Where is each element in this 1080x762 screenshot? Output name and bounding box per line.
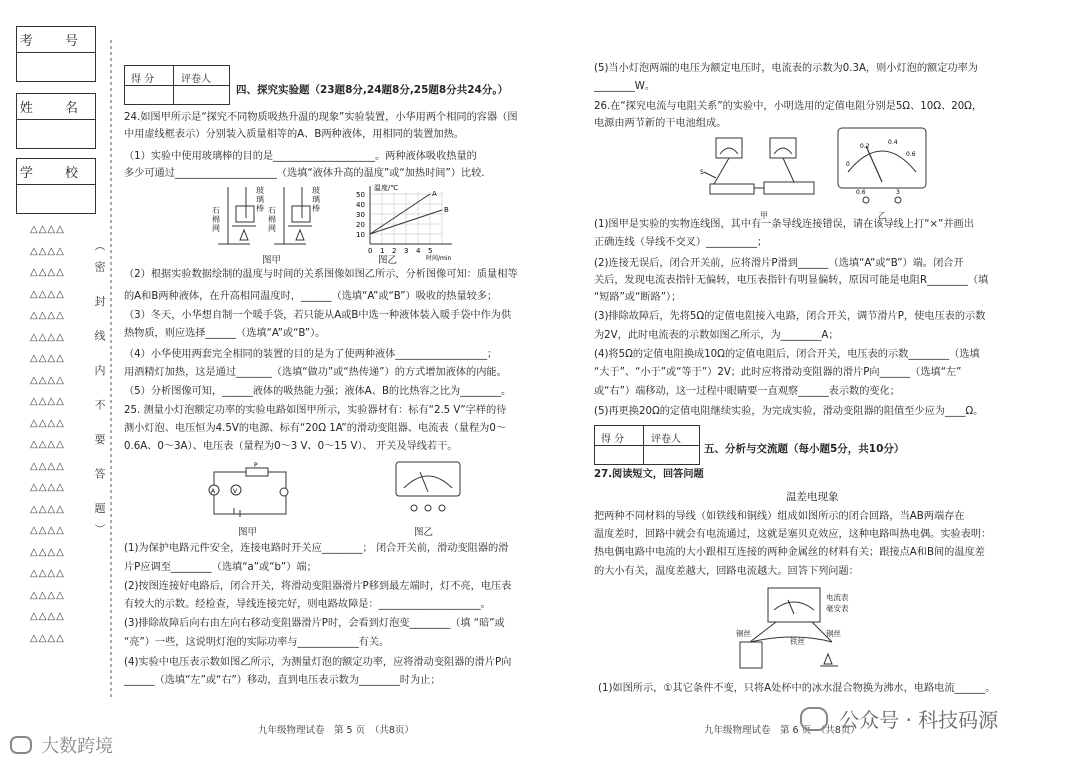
iron-wire-label: 铁丝 xyxy=(790,637,805,646)
q26-ammeter-figure xyxy=(836,126,928,210)
q25-line: 片P应调至________（选填“a”或“b”）端； xyxy=(124,562,317,573)
watermark-bottom-right xyxy=(800,704,998,733)
article-line: 的大小有关，温度差越大，回路电流越大。回答下列问题： xyxy=(594,566,859,577)
triangle-row: △△△△ xyxy=(30,374,65,386)
terminal-label: 3 xyxy=(896,189,900,196)
q25-circuit-figure xyxy=(206,462,296,522)
q24-line: （2）根据实验数据绘制的温度与时间的关系图像如图乙所示，分析图像可知：质量相等 xyxy=(124,269,518,280)
q24-line: （3）冬天，小华想自制一个暖手袋，若只能从A或B中选一种液体装入暖手袋中作为供 xyxy=(124,310,512,321)
q26-line: (2)连接无误后，闭合开关前，应将滑片P滑到______（选填“A”或“B”）端。闭合开 xyxy=(594,258,964,269)
q26-line: (5)再更换20Ω的定值电阻继续实验，为完成实验，滑动变阻器的阻值至少应为____Ω。 xyxy=(594,406,984,417)
q26-line: 电源由两节新的干电池组成。 xyxy=(594,118,727,129)
reviewer-label: 评卷人 xyxy=(181,74,211,85)
exam-number-label: 考 号 xyxy=(19,34,93,49)
q24-line: 热物质，则应选择______（选填“A”或“B”）。 xyxy=(124,328,326,339)
y-axis-label: 温度/℃ xyxy=(374,184,399,192)
copper-wire-label-2: 铜丝 xyxy=(826,629,841,638)
q24-fig-a-label: 图甲 xyxy=(262,255,282,266)
glass-rod-label-2: 玻璃棒 xyxy=(312,186,320,213)
x-tick-label: 4 xyxy=(416,247,421,255)
svg-text:S: S xyxy=(700,169,704,176)
q25-voltmeter-figure xyxy=(392,458,464,518)
triangle-row: △△△△ xyxy=(30,439,65,450)
triangle-row: △△△△ xyxy=(30,396,65,407)
q26-line: 关后，发现电流表指针无偏转，电压表指针有明显偏转，原因可能是电阻R________（填 xyxy=(594,275,989,286)
terminal-label: 0.6 xyxy=(856,189,866,196)
q26-line: (3)排除故障后，先将5Ω的定值电阻接入电路，闭合开关，调节滑片P，使电压表的示数 xyxy=(594,311,986,322)
exam-number-box xyxy=(16,26,96,82)
glass-rod-label-1: 玻璃棒 xyxy=(256,186,264,213)
q26-fig-b-label: 乙 xyxy=(878,211,886,220)
q27-title: 27.阅读短文，回答问题 xyxy=(594,469,704,480)
q24-line: 的A和B两种液体，在升高相同温度时，______（选填“A”或“B”）吸收的热量较多； xyxy=(124,291,498,302)
seal-line-text: （密 封 线 内 不 要 答 题） xyxy=(93,240,106,545)
q25-line: 25. 测量小灯泡额定功率的实验电路如图甲所示，实验器材有：标有“2.5 V”字样的待 xyxy=(124,405,507,416)
svg-text:P: P xyxy=(254,462,258,469)
q25-line: ______（选填“左”或“右”）移动，直到电压表示数为________时为止； xyxy=(124,675,441,686)
q26-line: “大于”、“小于”或“等于”）2V；此时应将滑动变阻器的滑片P向______（选填“左” xyxy=(594,367,962,378)
milliammeter-label: 毫安表 xyxy=(826,604,849,613)
x-axis-label: 时间/min xyxy=(426,255,452,262)
score-label-right: 得 分 xyxy=(601,434,625,445)
name-label: 姓 名 xyxy=(19,101,93,116)
q26-circuit-figure xyxy=(694,132,824,214)
meter-tick-label: 0.2 xyxy=(860,143,870,150)
meter-tick-label: 0.4 xyxy=(888,139,898,146)
school-label: 学 校 xyxy=(19,166,93,181)
name-box xyxy=(16,93,96,149)
q26-line: 或“右”）端移动，这一过程中眼睛要一直观察______表示数的变化； xyxy=(594,386,900,397)
x-tick-label: 5 xyxy=(428,247,433,255)
stone-net-label-2: 石棉网 xyxy=(268,206,276,233)
x-tick-label: 3 xyxy=(404,247,409,255)
triangle-row: △△△△ xyxy=(30,267,65,278)
triangle-row: △△△△ xyxy=(30,525,65,536)
x-tick-label: 0 xyxy=(368,247,373,255)
article-line: 把两种不同材料的导线（如铁线和铜线）组成如图所示的闭合回路，当AB两端存在 xyxy=(594,511,965,522)
triangle-row: △△△△ xyxy=(30,503,65,515)
q25-line: “亮”）一些，这说明灯泡的实际功率与____________有关。 xyxy=(124,637,390,648)
q24-line: （4）小华使用两套完全相同的装置的目的是为了使两种液体__________________； xyxy=(124,349,498,360)
terminal xyxy=(895,197,901,203)
svg-text:V: V xyxy=(233,488,238,495)
x-tick-label: 2 xyxy=(392,247,397,255)
left-footer: 九年级物理试卷 第 5 页 （共8页） xyxy=(258,725,414,736)
article-line: 热电偶电路中电流的大小跟相互连接的两种金属丝的材料有关；跟接点A和B间的温度差 xyxy=(594,547,985,558)
q24-line: 中用虚线框表示）分别装入质量相等的A、B两种液体，用相同的装置加热。 xyxy=(124,129,464,140)
line-a-label: A xyxy=(432,190,437,198)
seal-line xyxy=(108,40,114,700)
y-tick-label: 20 xyxy=(356,221,365,229)
school-box xyxy=(16,158,96,214)
triangle-row: △△△△ xyxy=(30,310,65,321)
stone-net-label-1: 石棉网 xyxy=(212,206,220,233)
meter-tick-label: 0.6 xyxy=(906,151,916,158)
reviewer-label-right: 评卷人 xyxy=(651,434,681,445)
q26-line: 为2V，此时电流表的示数如图乙所示，为________A； xyxy=(594,330,839,341)
triangle-row: △△△△ xyxy=(30,546,65,558)
q24-line: 用酒精灯加热，这是通过_______（选填“做功”或“热传递”）的方式增加液体的内能。 xyxy=(124,367,507,378)
q26-line: (4)将5Ω的定值电阻换成10Ω的定值电阻后，闭合开关，电压表的示数________（选填 xyxy=(594,349,980,360)
q24-line: 24.如图甲所示是“探究不同物质吸热升温的现象”实验装置，小华用两个相同的容器（图 xyxy=(124,112,518,123)
q25-5-line: (5)当小灯泡两端的电压为额定电压时，电流表的示数为0.3A，则小灯泡的额定功率为 xyxy=(594,63,978,74)
wechat-icon xyxy=(800,707,828,731)
terminal xyxy=(863,197,869,203)
ammeter-label: 电流表 xyxy=(826,593,849,602)
y-tick-label: 10 xyxy=(356,231,365,239)
score-table-left xyxy=(124,65,230,105)
triangle-row: △△△△ xyxy=(30,224,65,235)
q26-line: 26.在“探究电流与电阻关系”的实验中，小明选用的定值电阻分别是5Ω、10Ω、20Ω， xyxy=(594,101,983,112)
triangle-row: △△△△ xyxy=(30,331,65,343)
q24-line: 多少可通过____________________（选填“液体升高的温度”或“加热时间”）比较. xyxy=(124,168,485,179)
x-tick-label: 1 xyxy=(380,247,385,255)
q26-line: 正确连线（导线不交叉）__________； xyxy=(594,237,768,248)
triangle-row: △△△△ xyxy=(30,568,65,579)
q24-line: （1）实验中使用玻璃棒的目的是____________________。两种液体吸收热量的 xyxy=(124,151,477,162)
triangle-row: △△△△ xyxy=(30,482,65,493)
article-title: 温差电现象 xyxy=(786,491,839,503)
triangle-row: △△△△ xyxy=(30,353,65,364)
q25-fig-b-label: 图乙 xyxy=(414,527,434,538)
q26-fig-a-label: 甲 xyxy=(760,211,768,220)
q26-line: “短路”或“断路”）； xyxy=(594,292,682,303)
q25-line: (1)为保护电路元件安全，连接电路时开关应________； 闭合开关前，滑动变阻器的滑 xyxy=(124,543,509,554)
line-b-label: B xyxy=(444,206,449,214)
watermark-bottom-left xyxy=(10,732,113,758)
watermark-logo-icon xyxy=(10,736,32,754)
q25-line: (4)实验中电压表示数如图乙所示，为测量灯泡的额定功率，应将滑动变阻器的滑片P向 xyxy=(124,657,512,668)
q25-line: 测小灯泡、电压恒为4.5V的电源、标有“20Ω 1A”的滑动变阻器、电流表（量程为0～ xyxy=(124,423,507,434)
score-label: 得 分 xyxy=(131,74,155,85)
y-tick-label: 50 xyxy=(356,191,365,199)
triangle-row: △△△△ xyxy=(30,417,65,429)
q27-sub1: (1)如图所示，①其它条件不变，只将A处杯中的冰水混合物换为沸水，电路电流______。 xyxy=(598,683,996,694)
triangle-row: △△△△ xyxy=(30,288,65,300)
q24-fig-b-label: 图乙 xyxy=(378,255,398,266)
y-tick-label: 30 xyxy=(356,211,365,219)
meter-tick-label: 0 xyxy=(846,161,850,168)
copper-wire-label-1: 铜丝 xyxy=(736,629,751,638)
q24-line: （5）分析图像可知，______液体的吸热能力强；液体A、B的比热容之比为________。 xyxy=(124,386,512,397)
q25-line: (2)按图连接好电路后，闭合开关，将滑动变阻器滑片P移到最左端时，灯不亮，电压表 xyxy=(124,581,512,592)
q26-line: (1)图甲是实验的实物连线图，其中有一条导线连接错误，请在该导线上打“×”并画出 xyxy=(594,219,974,230)
section-5-title: 五、分析与交流题（每小题5分，共10分） xyxy=(704,443,905,455)
triangle-row: △△△△ xyxy=(30,245,65,257)
watermark-left-text: 大数跨境 xyxy=(41,736,114,757)
right-footer: 九年级物理试卷 第 6 页 （共8页） xyxy=(704,725,860,736)
svg-text:A: A xyxy=(211,488,216,495)
meter-frame xyxy=(838,128,926,188)
q25-line: 有较大的示数。经检查，导线连接完好，则电路故障是：____________________。 xyxy=(124,599,491,610)
section-4-title: 四、探究实验题（23题8分,24题8分,25题8分共24分。） xyxy=(236,84,509,96)
y-tick-label: 40 xyxy=(356,201,365,209)
q25-5-line: ________W。 xyxy=(594,81,656,92)
triangle-row: △△△△ xyxy=(30,632,65,644)
triangle-row: △△△△ xyxy=(30,460,65,472)
triangle-row: △△△△ xyxy=(30,589,65,601)
article-line: 温度差时，回路中就会有电流通过，这就是塞贝克效应，这种电路叫热电偶。实验表明： xyxy=(594,529,992,540)
q25-line: (3)排除故障后向右由左向右移动变阻器滑片P时，会看到灯泡变________（填 “暗”或 xyxy=(124,618,505,629)
q25-fig-a-label: 图甲 xyxy=(238,527,258,538)
watermark-right-text: 公众号 · 科技码源 xyxy=(839,708,999,732)
triangle-row: △△△△ xyxy=(30,611,65,622)
score-table-right xyxy=(594,425,700,465)
q25-line: 0.6A、0～3A）、电压表（量程为0～3 V、0～15 V）、 开关及导线若干。 xyxy=(124,441,458,452)
